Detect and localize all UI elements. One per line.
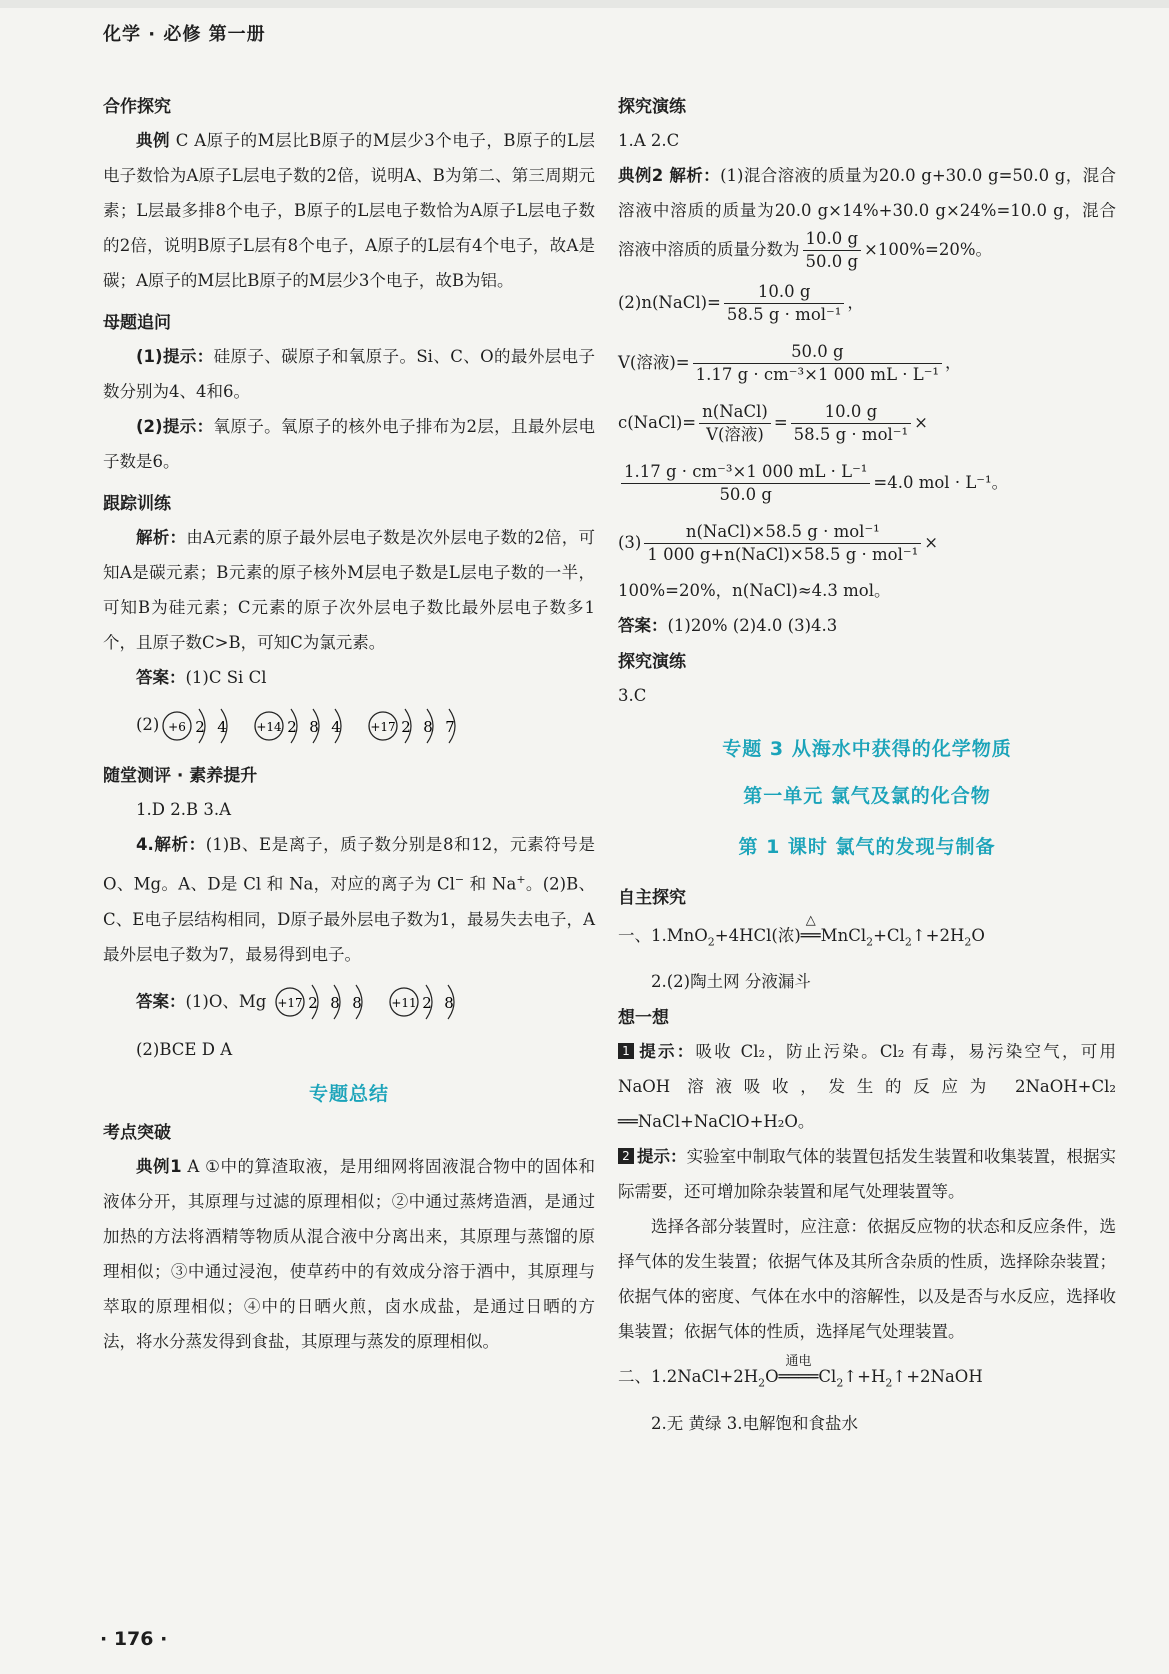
shell-electron-count: 8 xyxy=(329,994,340,1012)
atom-structure-diagram xyxy=(365,703,469,749)
fraction-conc-moles: $\frac{10.0 g}{\text{58.5 g · mol⁻¹}}$ xyxy=(791,401,911,446)
shell-electron-count: 8 xyxy=(443,994,454,1012)
tracking-analysis: 解析：由A元素的原子最外层电子数是次外层电子数的2倍，可知A是碳元素；B元素的原子核外M层电子数是L层电子数的一半，可知B为硅元素；C元素的原子次外层电子数比最外层电子数多1个，且原子数C>B，可知C为氯元素。 xyxy=(103,528,595,652)
left-column xyxy=(103,88,595,1359)
quiz-line-1: 1.D 2.B 3.A xyxy=(136,800,231,819)
section-genzong: 跟踪训练 xyxy=(103,494,171,514)
section-zizhu: 自主探究 xyxy=(618,888,686,908)
section-hezuo: 合作探究 xyxy=(103,97,171,117)
example2-answer: 答案：(1)20% (2)4.0 (3)4.3 xyxy=(618,616,838,635)
atom-structure-diagram xyxy=(159,703,241,749)
electrolysis-condition: 通电 ════ xyxy=(778,1354,819,1387)
shell-electron-count: 2 xyxy=(421,994,432,1012)
shell-electron-count: 2 xyxy=(307,994,318,1012)
nucleus-charge: +17 xyxy=(276,996,303,1010)
nucleus-charge: +6 xyxy=(168,719,187,734)
section-xiangyixiang: 想一想 xyxy=(618,1008,669,1029)
section-tanjiu-1: 探究演练 xyxy=(618,97,686,117)
shell-electron-count: 8 xyxy=(423,717,434,736)
quiz-q4: 4.解析：(1)B、E是离子，质子数分别是8和12，元素符号是O、Mg。A、D是 Cl 和 Na，对应的离子为 Cl− 和 Na+。(2)B、C、E电子层结构相同，D原子最外层电子数为1，最易失去电子，A最外层电子数为7，最易得到电子。 xyxy=(103,835,596,964)
heat-condition: △ ══ xyxy=(800,913,821,945)
example-answer: 典例 C A原子的M层比B原子的M层少3个电子，B原子的L层电子数恰为A原子L层电子数的2倍，说明A、B为第二、第三周期元素；L层最多排8个电子，B原子的L层电子数恰为A原子L层电子数的2倍，说明B原子L层有8个电子，A原子的L层有4个电子，故A是碳；A原子的M层比B原子的M层少3个电子，故B为铝。 xyxy=(103,131,596,290)
reaction-mno2: 一、1.MnO$_2$+4HCl(浓) △ $══MnCl_2+Cl_2↑+2H_2O$ xyxy=(618,914,1116,964)
shell-electron-count: 2 xyxy=(195,717,206,736)
practice-line-1: 1.A 2.C xyxy=(618,131,680,150)
running-header: 化学 · 必修 第一册 xyxy=(103,24,266,45)
fraction-n-over-v: $\frac{\text{n(NaCl)}}{\text{V(溶液)}}$ xyxy=(699,401,771,446)
atom-structure-diagram xyxy=(251,703,355,749)
shell-electron-count: 2 xyxy=(287,717,298,736)
section-tanjiu-2: 探究演练 xyxy=(618,652,686,672)
fraction-part3: $\frac{\text{n(NaCl)×58.5 g · mol⁻¹}}{\text{1 000 g+n(NaCl)×58.5 g · mol⁻¹}}$ xyxy=(644,521,921,566)
equation-volume: V(溶液)= $\frac{50.0 g}{\text{1.17 g · cm⁻³×1 000 mL · L⁻¹}}$ ， xyxy=(618,342,962,384)
equation-concentration: c(NaCl)= $\frac{\text{n(NaCl)}}{\text{V(溶液)}}$ = $\frac{10.0 g}{\text{58.5 g · mol⁻¹}}$ × xyxy=(618,402,928,444)
shell-electron-count: 4 xyxy=(217,717,228,736)
atom-structure-diagram xyxy=(272,979,376,1025)
shell-electron-count: 7 xyxy=(445,717,456,736)
shell-electron-count: 8 xyxy=(351,994,362,1012)
quiz-answer: 答案：(1)O、Mg +17 2 8 8 +11 2 8 xyxy=(103,972,595,1032)
atom-structure-diagram xyxy=(386,979,468,1025)
fraction-mass-ratio: $\frac{10.0 g}{50.0 g}$ xyxy=(803,228,862,273)
atom-diagrams-1 xyxy=(159,715,479,734)
hint-1: 1 提示：吸收 Cl₂，防止污染。Cl₂ 有毒，易污染空气，可用 NaOH 溶液吸收，发生的反应为 2NaOH+Cl₂ ══NaCl+NaClO+H₂O。 xyxy=(618,1042,1117,1132)
topic-title: 专题 3 从海水中获得的化学物质 xyxy=(722,738,1012,760)
equation-part3: (3) $\frac{\text{n(NaCl)×58.5 g · mol⁻¹}}{\text{1 000 g+n(NaCl)×58.5 g · mol⁻¹}}$ × xyxy=(618,522,939,564)
summary-title: 专题总结 xyxy=(308,1082,389,1105)
follow-q2: (2)提示：氧原子。氧原子的核外电子排布为2层，且最外层电子数是6。 xyxy=(103,417,595,471)
section-suitang: 随堂测评 · 素养提升 xyxy=(103,766,258,786)
fraction-volume: $\frac{50.0 g}{\text{1.17 g · cm⁻³×1 000 mL · L⁻¹}}$ xyxy=(693,341,942,386)
tracking-answer-2: (2) +6 2 4 +14 2 8 4 +17 2 8 7 xyxy=(103,695,595,755)
example1-answer: 典例1 A ①中的算渣取液，是用细网将固液混合物中的固体和液体分开，其原理与过滤的原理相似；②中通过蒸烤造酒，是通过加热的方法将酒精等物质从混合液中分离出来，其原理与蒸馏的原理相似；③中通过浸泡，使草药中的有效成分溶于酒中，其原理与萃取的原理相似；④中的日晒火煎，卤水成盐，是通过日晒的方法，将水分蒸发得到食盐，其原理与蒸发的原理相似。 xyxy=(103,1156,596,1351)
shell-electron-count: 8 xyxy=(309,717,320,736)
atom-diagrams-2 xyxy=(272,992,478,1011)
apparatus-answer: 2.(2)陶土网 分液漏斗 xyxy=(651,972,811,992)
chlorine-properties: 2.无 黄绿 3.电解饱和食盐水 xyxy=(651,1413,858,1433)
example2-part1: 典例2 解析：(1)混合溶液的质量为20.0 g+30.0 g=50.0 g，混合溶液中溶质的质量为20.0 g×14%+30.0 g×24%=10.0 g，混合溶液中溶质的质量分数为 $\frac{10.0 g}{50.0 g}$ ×100%=20%。 xyxy=(618,166,1117,271)
hint-2-detail: 选择各部分装置时，应注意：依据反应物的状态和反应条件，选择气体的发生装置；依据气体及其所含杂质的性质，选择除杂装置；依据气体的密度、气体在水中的溶解性，以及是否与水反应，选择收集装置；依据气体的性质，选择尾气处理装置。 xyxy=(618,1217,1116,1342)
page-number: · 176 · xyxy=(100,1628,168,1650)
equation-part3-result: 100%=20%，n(NaCl)≈4.3 mol。 xyxy=(618,581,891,600)
fraction-conc-volume: $\frac{\text{1.17 g · cm⁻³×1 000 mL · L⁻¹}}{50.0 g}$ xyxy=(621,461,870,506)
equation-concentration-2: $\frac{\text{1.17 g · cm⁻³×1 000 mL · L⁻¹}}{50.0 g}$ =4.0 mol · L⁻¹。 xyxy=(618,453,1116,513)
shell-electron-count: 4 xyxy=(331,717,342,736)
nucleus-charge: +14 xyxy=(256,719,283,734)
tracking-answer-1: 答案：(1)C Si Cl xyxy=(136,668,267,687)
top-edge-band xyxy=(0,0,1169,8)
fraction-moles: $\frac{10.0 g}{\text{58.5 g · mol⁻¹}}$ xyxy=(724,281,844,326)
hint-2: 2 提示：实验室中制取气体的装置包括发生装置和收集装置，根据实际需要，还可增加除杂装置和尾气处理装置等。 xyxy=(618,1147,1117,1202)
right-column xyxy=(618,88,1116,1441)
reaction-electrolysis: 二、$1.2NaCl+2H_2O$ 通电 $════Cl_2↑+H_2↑+2NaOH$ xyxy=(618,1355,1116,1405)
unit-title: 第一单元 氯气及氯的化合物 xyxy=(743,785,991,807)
nucleus-charge: +17 xyxy=(370,719,397,734)
nucleus-charge: +11 xyxy=(390,996,417,1010)
follow-q1: (1)提示：硅原子、碳原子和氧原子。Si、C、O的最外层电子数分别为4、4和6。 xyxy=(103,347,595,401)
equation-moles: (2)n(NaCl)= $\frac{10.0 g}{\text{58.5 g · mol⁻¹}}$ ， xyxy=(618,282,864,324)
section-kaodian: 考点突破 xyxy=(103,1122,171,1143)
practice-line-2: 3.C xyxy=(618,686,647,705)
quiz-answer-2: (2)BCE D A xyxy=(136,1039,233,1059)
lesson-title: 第 1 课时 氯气的发现与制备 xyxy=(738,836,996,858)
section-muti: 母题追问 xyxy=(103,313,171,333)
shell-electron-count: 2 xyxy=(401,717,412,736)
